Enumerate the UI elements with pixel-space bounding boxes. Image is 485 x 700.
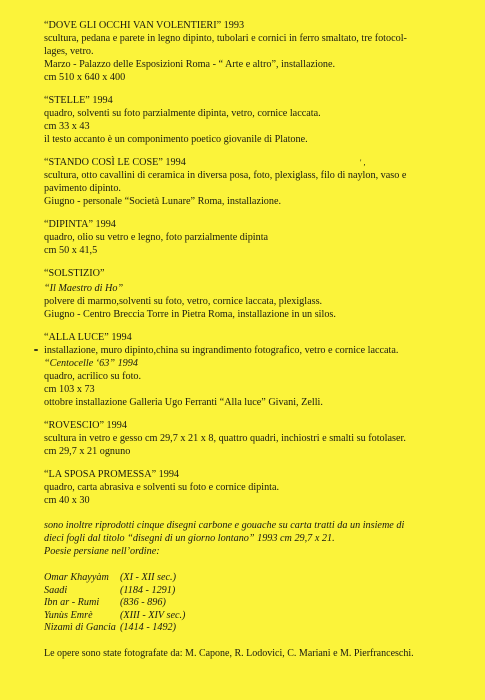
document-content <box>44 19 469 660</box>
poet-period: (1184 - 1291) <box>120 584 176 596</box>
poet-name: Nizamì di Gancia <box>44 622 116 633</box>
entry-title: “STELLE” 1994 <box>44 95 113 106</box>
poet-row <box>44 597 469 610</box>
entry-title: “LA SPOSA PROMESSA” 1994 <box>44 469 180 480</box>
entry-line: cm 40 x 30 <box>44 495 90 506</box>
entry-alla-luce <box>44 331 469 409</box>
entry-line: il testo accanto è un componimento poetico giovanile di Platone. <box>44 134 308 145</box>
entry-title: “ROVESCIO” 1994 <box>44 420 127 431</box>
entry-line: Marzo - Palazzo delle Esposizioni Roma - “ Arte e altro”, installazione. <box>44 59 336 70</box>
entry-la-sposa-promessa <box>44 468 469 507</box>
speck-mark: ' , <box>360 158 366 167</box>
entry-subtitle: “Il Maestro di Ho” <box>44 283 124 294</box>
entry-line: ottobre installazione Galleria Ugo Ferranti “Alla luce” Givani, Zelli. <box>44 397 323 408</box>
entry-stando-cosi <box>44 156 469 208</box>
entry-title: “ALLA LUCE” 1994 <box>44 332 132 343</box>
drawings-note <box>44 519 469 558</box>
poet-row <box>44 622 469 635</box>
entry-line: cm 103 x 73 <box>44 384 95 395</box>
poet-name: Saadi <box>44 584 68 596</box>
entry-title: “STANDO COSÌ LE COSE” 1994 <box>44 157 186 168</box>
entry-rovescio <box>44 419 469 458</box>
poet-name: Yunùs Emrè <box>44 609 93 621</box>
entry-line: lages, vetro. <box>44 46 94 57</box>
entry-title: “DOVE GLI OCCHI VAN VOLENTIERI” 1993 <box>44 20 245 31</box>
entry-stelle <box>44 94 469 146</box>
photo-credits <box>44 647 469 660</box>
entry-line: scultura, otto cavallini di ceramica in diversa posa, foto, plexiglass, filo di naylon, vaso e <box>44 170 407 181</box>
poet-name: Omar Khayyàm <box>44 572 109 583</box>
entry-line: cm 29,7 x 21 ognuno <box>44 446 131 457</box>
poet-name: Ibn ar - Rumi <box>44 597 100 608</box>
entry-line: scultura, pedana e parete in legno dipinto, tubolari e cornici in ferro smaltato, tre fotocol- <box>44 33 407 44</box>
entry-line: cm 510 x 640 x 400 <box>44 72 126 83</box>
entry-title: “SOLSTIZIO” <box>44 268 105 279</box>
entry-line: pavimento dipinto. <box>44 183 121 194</box>
poet-period: (XIII - XIV sec.) <box>120 609 186 621</box>
note-line: Poesie persiane nell’ordine: <box>44 546 160 557</box>
entry-title: “DIPINTA” 1994 <box>44 219 116 230</box>
poet-row <box>44 585 469 598</box>
entry-dipinta <box>44 218 469 257</box>
entry-line: scultura in vetro e gesso cm 29,7 x 21 x 8, quattro quadri, inchiostri e smalti su fotolaser. <box>44 433 406 444</box>
margin-mark <box>34 349 38 351</box>
entry-line: quadro, solventi su foto parzialmente dipinta, vetro, cornice laccata. <box>44 108 321 119</box>
entry-dove-gli-occhi <box>44 19 469 84</box>
entry-line: quadro, carta abrasiva e solventi su foto e cornice dipinta. <box>44 482 280 493</box>
entry-line: cm 50 x 41,5 <box>44 245 98 256</box>
entry-line: polvere di marmo,solventi su foto, vetro, cornice laccata, plexiglass. <box>44 296 323 307</box>
poet-row <box>44 572 469 585</box>
note-line: dieci fogli dal titolo “disegni di un giorno lontano” 1993 cm 29,7 x 21. <box>44 533 335 544</box>
entry-solstizio <box>44 267 469 321</box>
poet-row <box>44 610 469 623</box>
entry-line: cm 33 x 43 <box>44 121 90 132</box>
poet-period: (836 - 896) <box>120 597 166 608</box>
note-line: sono inoltre riprodotti cinque disegni carbone e gouache su carta tratti da un insieme di <box>44 520 405 531</box>
entry-line: Giugno - Centro Breccia Torre in Pietra Roma, installazione in un silos. <box>44 309 336 320</box>
poet-period: (1414 - 1492) <box>120 622 177 633</box>
entry-line: installazione, muro dipinto,china su ingrandimento fotografico, vetro e cornice laccata. <box>44 345 399 356</box>
poet-period: (XI - XII sec.) <box>120 572 176 583</box>
entry-line: Giugno - personale “Società Lunare” Roma, installazione. <box>44 196 282 207</box>
poets-list <box>44 572 469 635</box>
entry-line: quadro, olio su vetro e legno, foto parzialmente dipinta <box>44 232 269 243</box>
credits-line: Le opere sono state fotografate da: M. Capone, R. Lodovici, C. Mariani e M. Pierfranceschi. <box>44 647 414 659</box>
entry-subtitle: “Centocelle ‘63” 1994 <box>44 358 138 369</box>
entry-line: quadro, acrilico su foto. <box>44 371 142 382</box>
